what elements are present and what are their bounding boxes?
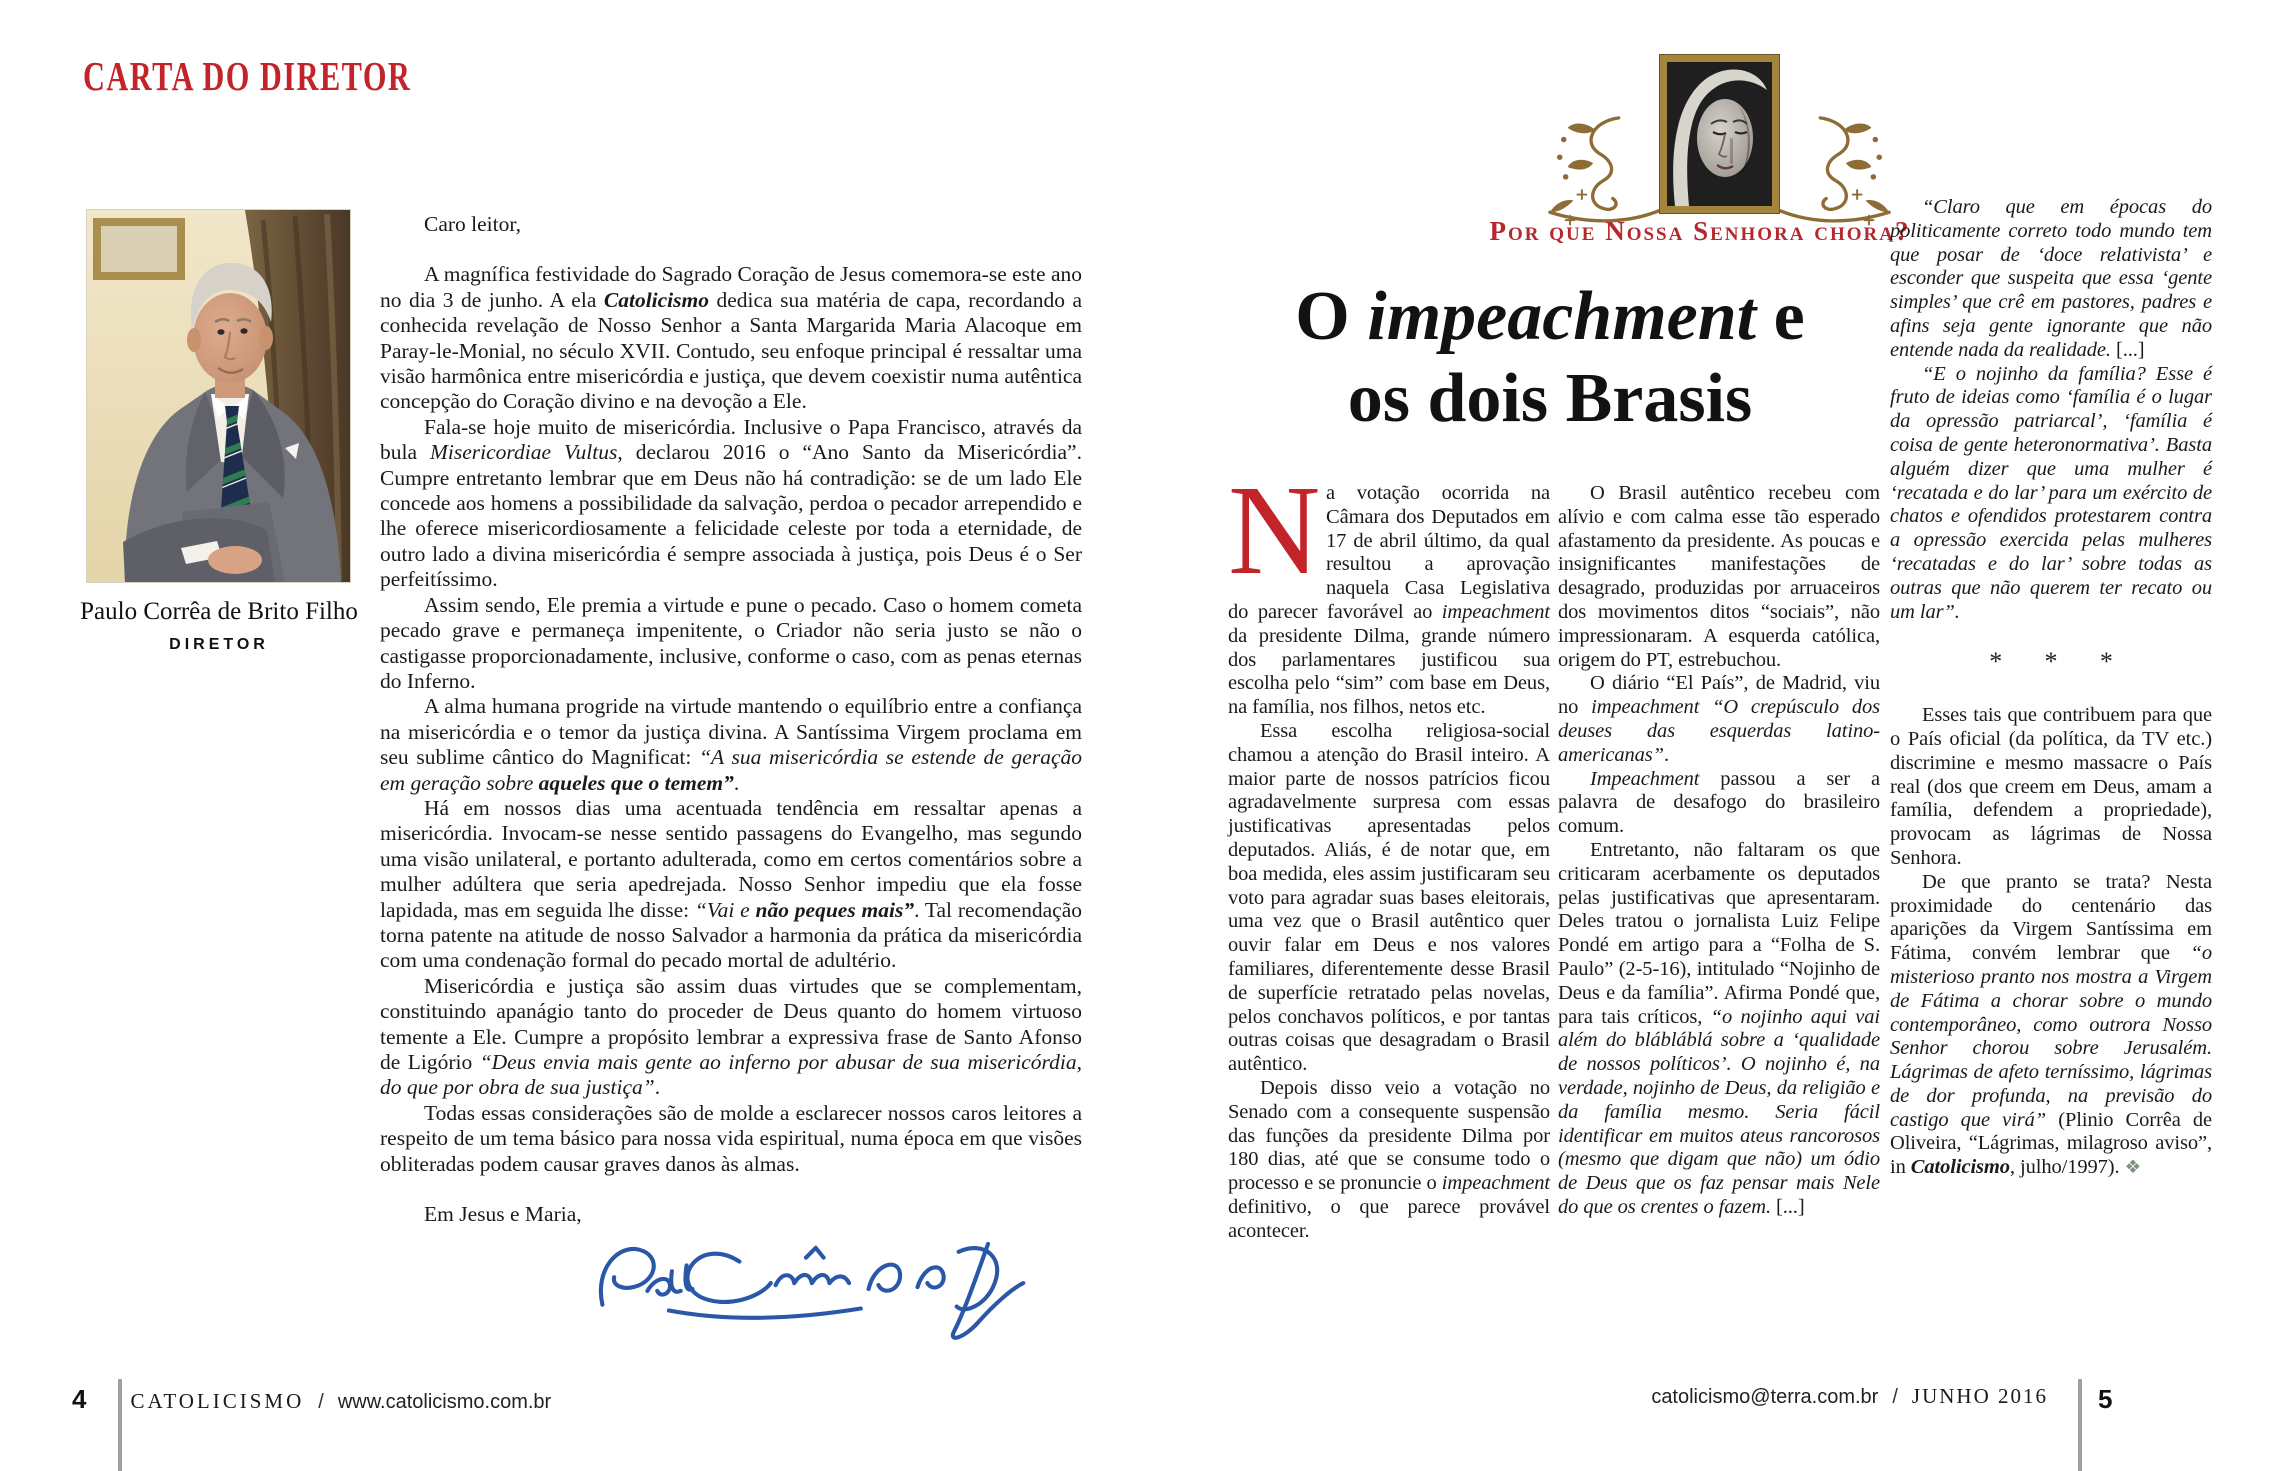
paragraph: Depois disso veio a votação no Senado com a consequente suspensão das funções da presidente Dilma por 180 dias, até que se consume todo o processo e se pronuncie o impeachment definitivo, o que parece provável acontecer.	[1228, 1076, 1550, 1242]
page-footer-left	[72, 1384, 551, 1415]
article-column-2	[1558, 482, 1880, 1220]
letter-closing: Em Jesus e Maria,	[424, 1202, 582, 1227]
section-header-por-que-nossa-senhora-chora: Por que Nossa Senhora chora?	[1489, 216, 1911, 246]
article-column-1	[1228, 459, 1550, 1244]
paragraph: A alma humana progride na virtude mantendo o equilíbrio entre a confiança na misericórdia e o temor da justiça divina. A Santíssima Virgem proclama em seu sublime cântico do Magnificat: “A sua misericórdia se estende de geração em geração sobre aqueles que o temem”.	[380, 694, 1082, 795]
article-title-line2: os dois Brasis	[1347, 360, 1753, 437]
paragraph: Todas essas considerações são de molde a esclarecer nossos caros leitores a respeito de um tema básico para nossa vida espiritual, numa época em que visões obliteradas podem causar graves danos às almas.	[380, 1100, 1082, 1176]
footer-divider-right	[2078, 1379, 2082, 1471]
signature-strokes	[575, 1228, 1035, 1346]
gold-flourish-icon	[1544, 112, 1662, 228]
paragraph: Essa escolha religiosa-social chamou a atenção do Brasil inteiro. A maior parte de nossos patrícios ficou agradavelmente surpresa com essas justificativas apresentadas pelos deputados. Aliás, é de notar que, em boa medida, eles assim justificaram seu voto para agradar suas bases eleitorais, uma vez que o Brasil autêntico quer ouvir falar em Deus e nos valores familiares, diferentemente desse Brasil de superfície retratado pelas novelas, pelos conchavos políticos, e por tantas outras coisas que desagradam o Brasil autêntico.	[1228, 719, 1550, 1076]
ornament-right	[1777, 112, 1895, 228]
paragraph: A magnífica festividade do Sagrado Coração de Jesus comemora-se este ano no dia 3 de junho. A ela Catolicismo dedica sua matéria de capa, recordando a conhecida revelação de Nosso Senhor a Santa Margarida Maria Alacoque em Paray-le-Monial, no século XVII. Contudo, seu enfoque principal é ressaltar uma visão harmônica entre misericórdia e justiça, que devem coexistir numa autêntica concepção do Coração divino e na devoção a Ele.	[380, 262, 1082, 414]
paragraph: O Brasil autêntico recebeu com alívio e com calma esse tão esperado afastamento da presidente. As poucas e insignificantes manifestações de desagrado, produzidas por arruaceiros dos movimentos ditos “sociais”, não impressionaram. A esquerda católica, origem do PT, estrebuchou.	[1558, 482, 1880, 671]
photo-caption-role: DIRETOR	[169, 636, 269, 653]
footer-issue-date: JUNHO 2016	[1911, 1384, 2048, 1408]
paragraph: Fala-se hoje muito de misericórdia. Inclusive o Papa Francisco, através da bula Misericordiae Vultus, declarou 2016 o “Ano Santo da Misericórdia”. Cumpre entretanto lembrar que em Deus não há contradição: se de um lado Ele concede aos homens a possibilidade da salvação, perdoa o pecador arrependido e lhe oferece misericordiosamente a felicidade celeste por toda a eternidade, de outro lado a divina misericórdia é sempre associada à justiça, pois Deus é o Ser perfeitíssimo.	[380, 414, 1082, 592]
our-lady-illustration	[1667, 62, 1772, 206]
paragraph: “E o nojinho da família? Esse é fruto de ideias como ‘família é o lugar da opressão patriarcal’, ‘família é coisa de gente heteronormativa’. Basta alguém dizer que uma mulher é ‘recatada e do lar’ para um exército de chatos e ofendidos protestarem contra a opressão exercida pelas mulheres ‘recatadas e do lar’ sobre todas as outras que não querem ter recato ou um lar”.	[1890, 362, 2212, 623]
paragraph: Impeachment passou a ser a palavra de desafogo do brasileiro comum.	[1558, 767, 1880, 838]
director-portrait-illustration	[87, 210, 350, 582]
gold-flourish-icon	[1777, 112, 1895, 228]
footer-divider-left	[118, 1379, 122, 1471]
section-header-label: CARTA DO DIRETOR	[83, 53, 412, 99]
footer-website: www.catolicismo.com.br	[337, 1391, 552, 1413]
page-number-right: 5	[2098, 1384, 2113, 1414]
paragraph: Esses tais que contribuem para que o País oficial (da política, da TV etc.) discrimine e mesmo massacre o País real (dos que creem em Deus, amam a família, defendem a propriedade), provocam as lágrimas de Nossa Senhora.	[1890, 704, 2212, 869]
paragraph: De que pranto se trata? Nesta proximidade do centenário das aparições da Virgem Santíssima em Fátima, convém lembrar que “o misterioso pranto nos mostra a Virgem de Fátima a chorar sobre o mundo contemporâneo, como outrora Nosso Senhor chorou sobre Jerusalém. Lágrimas de afeto terníssimo, lágrimas de dor profunda, na previsão do castigo que virá” (Plinio Corrêa de Oliveira, “Lágrimas, milagroso aviso”, in Catolicismo, julho/1997). ❖	[1890, 870, 2213, 1179]
our-lady-photo	[1660, 55, 1779, 213]
paragraph: Entretanto, não faltaram os que criticaram acerbamente os deputados pelas justificativas que apresentaram. Deles tratou o jornalista Luiz Felipe Pondé em artigo para a “Folha de S. Paulo” (2-5-16), intitulado “Nojinho de Deus e da família”. Afirma Pondé que, para tais críticos, “o nojinho aqui vai além do blábláblá sobre a ‘qualidade de nossos políticos’. O nojinho é, na verdade, nojinho de Deus, da religião e da família mesmo. Seria fácil identificar em muitos ateus rancorosos (mesmo que digam que não) um ódio de Deus que os faz pensar mais Nele do que os crentes o fazem. [...]	[1558, 838, 1880, 1218]
section-break-stars: * * *	[1989, 647, 2113, 677]
column-3-quote-body	[1890, 196, 2212, 624]
page-footer-right	[1650, 1384, 2048, 1409]
footer-separator-right: /	[1892, 1386, 1898, 1408]
paragraph: Assim sendo, Ele premia a virtude e pune o pecado. Caso o homem cometa pecado grave e permaneça impenitente, o Criador não seria justo se não o castigasse proporcionadamente, inclusive, conforme o caso, com as penas eternas do Inferno.	[380, 592, 1082, 693]
ornament-left	[1544, 112, 1662, 228]
director-photo	[87, 210, 350, 582]
column-2-body	[1558, 482, 1880, 1220]
article-column-3	[1890, 196, 2212, 1180]
photo-caption-name: Paulo Corrêa de Brito Filho	[80, 598, 358, 625]
paragraph: O diário “El País”, de Madrid, viu no impeachment “O crepúsculo dos deuses das esquerdas latino-americanas”.	[1558, 672, 1880, 766]
paragraph: a votação ocorrida na Câmara dos Deputados em 17 de abril último, da qual resultou a aprovação naquela Casa Legislativa do parecer favorável ao impeachment da presidente Dilma, grande número dos parlamentares justificou sua escolha pelo “sim” com base em Deus, na família, nos filhos, netos etc.	[1228, 482, 1550, 719]
section-header-carta-do-diretor	[83, 52, 527, 100]
article-title	[1226, 276, 1874, 440]
footer-email: catolicismo@terra.com.br	[1651, 1386, 1879, 1408]
director-signature	[575, 1228, 1035, 1346]
article-title-line1: O impeachment e	[1295, 278, 1805, 355]
letter-body	[380, 262, 1082, 1177]
paragraph: “Claro que em épocas do politicamente correto todo mundo tem que posar de ‘doce relativista’ e esconder que suspeita que essa ‘gente simples’ que crê em pastores, padres e afins seja gente ignorante que não entende nada da realidade. [...]	[1890, 196, 2212, 361]
letter-salutation: Caro leitor,	[424, 212, 522, 236]
paragraph: Há em nossos dias uma acentuada tendência em ressaltar apenas a misericórdia. Invocam-se nesse sentido passagens do Evangelho, mas segundo uma visão unilateral, e portanto adulterada, como em certos comentários sobre a mulher adúltera que seria apedrejada. Nosso Senhor impediu que ela fosse lapidada, mas em seguida lhe disse: “Vai e não peques mais”. Tal recomendação torna patente na atitude de nosso Salvador a harmonia da prática da misericórdia com uma condenação formal do pecado mortal de adultério.	[380, 795, 1082, 973]
footer-separator-left: /	[318, 1391, 324, 1413]
column-3-body	[1890, 704, 2212, 1180]
footer-magazine-name: CATOLICISMO	[130, 1389, 305, 1413]
paragraph: Misericórdia e justiça são assim duas virtudes que se complementam, constituindo apanágio tanto do proceder de Deus quanto do homem virtuoso temente a Ele. Cumpre a propósito lembrar a expressiva frase de Santo Afonso de Ligório “Deus envia mais gente ao inferno por abusar de sua misericórdia, do que por obra de sua justiça”.	[380, 973, 1082, 1100]
page-number-left: 4	[72, 1384, 87, 1414]
director-letter	[380, 212, 1082, 1227]
dropcap-letter: N	[1228, 459, 1321, 601]
